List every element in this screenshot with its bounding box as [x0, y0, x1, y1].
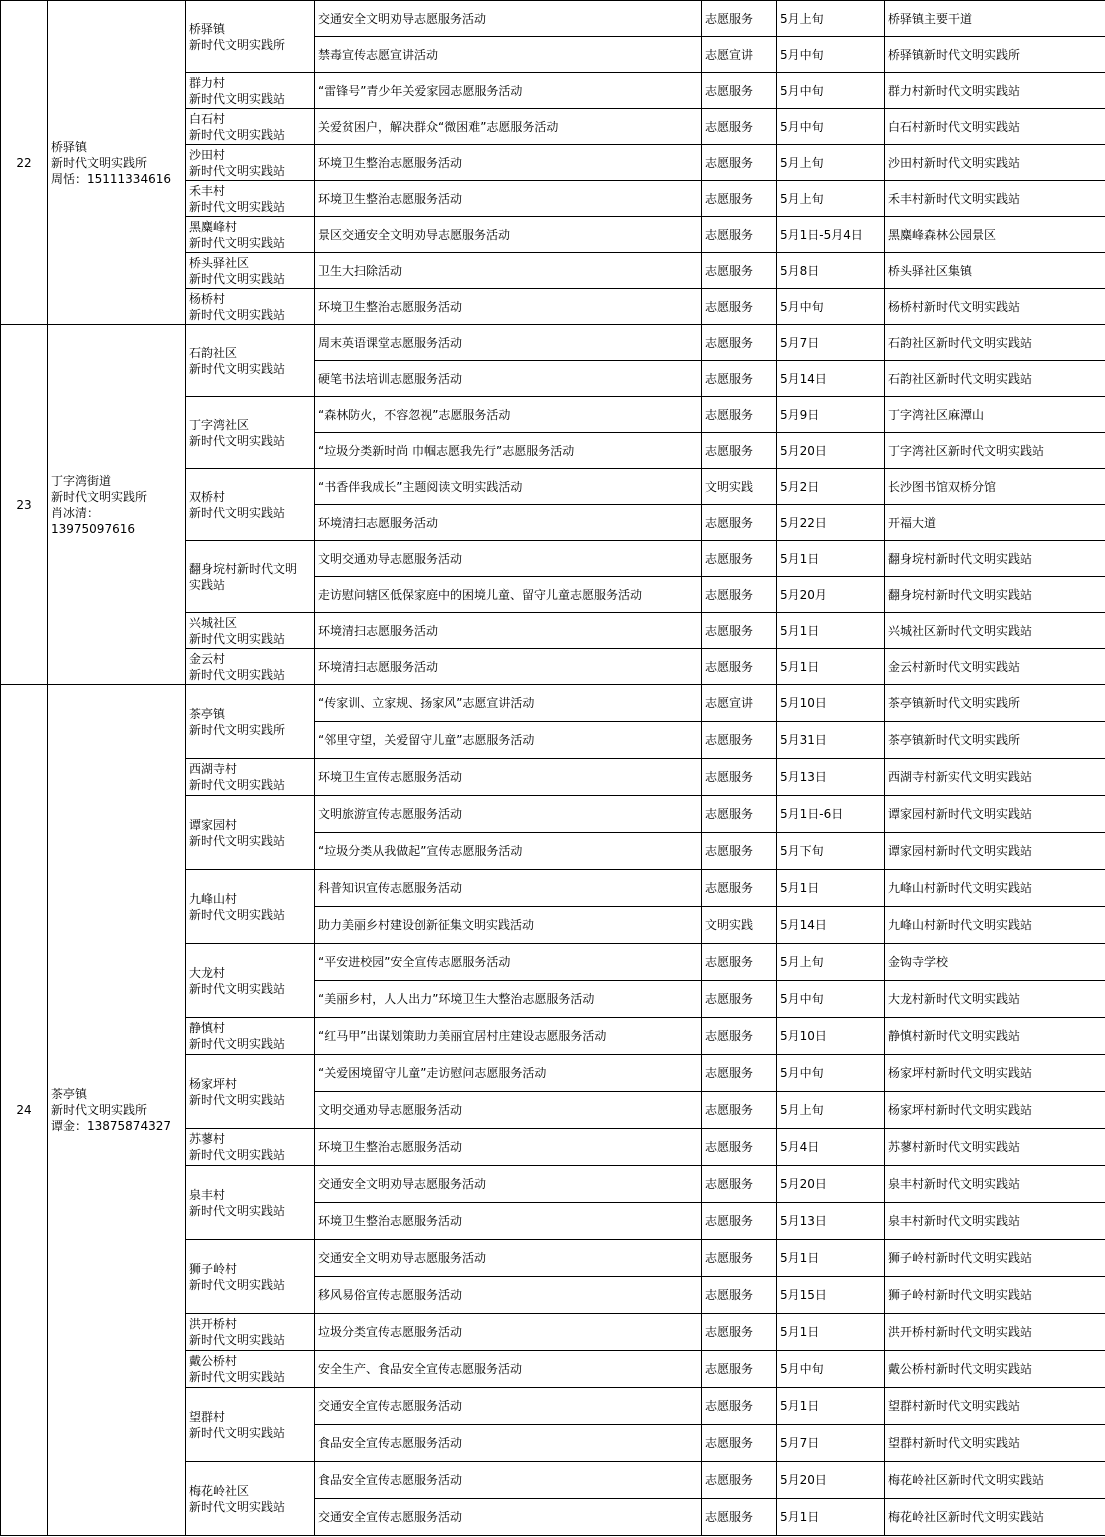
organizer-cell [48, 1, 186, 325]
activity-place-cell: 洪开桥村新时代文明实践站 [885, 1314, 1105, 1351]
practice-site-line: 泉丰村 [189, 1187, 226, 1202]
activity-type-cell: 志愿服务 [702, 325, 777, 361]
activity-name-cell: 交通安全文明劝导志愿服务活动 [315, 1, 702, 37]
practice-site-line: 新时代文明实践站 [189, 1092, 286, 1107]
activity-name-cell: 垃圾分类宣传志愿服务活动 [315, 1314, 702, 1351]
activity-time-cell: 5月31日 [777, 722, 885, 759]
practice-site-line: 新时代文明实践站 [189, 163, 286, 178]
activity-name-cell: 文明旅游宣传志愿服务活动 [315, 796, 702, 833]
activity-name-cell: “书香伴我成长”主题阅读文明实践活动 [315, 469, 702, 505]
practice-site-cell [186, 613, 315, 649]
group-number: 24 [1, 685, 48, 1536]
activity-name-cell: 环境卫生整治志愿服务活动 [315, 181, 702, 217]
activity-place-cell: 金钩寺学校 [885, 944, 1105, 981]
activity-name-cell: “美丽乡村，人人出力”环境卫生大整治志愿服务活动 [315, 981, 702, 1018]
practice-site-line: 黑麋峰村 [189, 219, 238, 234]
activity-name-cell: 环境清扫志愿服务活动 [315, 613, 702, 649]
activity-type-cell: 志愿服务 [702, 1388, 777, 1425]
organizer-line: 谭金：13875874327 [51, 1119, 171, 1133]
activity-time-cell: 5月1日 [777, 1314, 885, 1351]
activity-name-cell: 交通安全宣传志愿服务活动 [315, 1388, 702, 1425]
activity-time-cell: 5月10日 [777, 685, 885, 722]
activity-type-cell: 志愿服务 [702, 1240, 777, 1277]
activity-place-cell: 沙田村新时代文明实践站 [885, 145, 1105, 181]
table-row [1, 685, 1105, 722]
practice-site-cell [186, 73, 315, 109]
activity-place-cell: 翻身垸村新时代文明实践站 [885, 577, 1105, 613]
activity-name-cell: 安全生产、食品安全宣传志愿服务活动 [315, 1351, 702, 1388]
activity-name-cell: “红马甲”出谋划策助力美丽宜居村庄建设志愿服务活动 [315, 1018, 702, 1055]
activity-type-cell: 志愿服务 [702, 870, 777, 907]
practice-site-line: 茶亭镇 [189, 706, 226, 721]
organizer-line: 新时代文明实践所 [51, 1103, 148, 1117]
practice-site-line: 双桥村 [189, 489, 226, 504]
activity-type-cell: 志愿服务 [702, 577, 777, 613]
practice-site-line: 新时代文明实践站 [189, 271, 286, 286]
activity-type-cell: 志愿服务 [702, 1166, 777, 1203]
practice-site-line: 新时代文明实践站 [189, 833, 286, 848]
activity-name-cell: 科普知识宣传志愿服务活动 [315, 870, 702, 907]
activity-type-cell: 志愿服务 [702, 397, 777, 433]
activity-time-cell: 5月1日-5月4日 [777, 217, 885, 253]
practice-site-line: 洪开桥村 [189, 1317, 238, 1331]
activity-type-cell: 志愿服务 [702, 1499, 777, 1536]
practice-site-cell [186, 759, 315, 796]
activity-type-cell: 志愿服务 [702, 541, 777, 577]
practice-site-line: 梅花岭社区 [189, 1483, 250, 1498]
practice-site-line: 新时代文明实践站 [189, 1425, 286, 1440]
activity-place-cell: 静慎村新时代文明实践站 [885, 1018, 1105, 1055]
organizer-line: 丁字湾街道 [51, 473, 112, 488]
practice-site-line: 新时代文明实践站 [189, 307, 286, 322]
activity-place-cell: 丁字湾社区新时代文明实践站 [885, 433, 1105, 469]
activity-type-cell: 文明实践 [702, 907, 777, 944]
activity-time-cell: 5月20日 [777, 1462, 885, 1499]
activity-name-cell: 禁毒宣传志愿宣讲活动 [315, 37, 702, 73]
activity-name-cell: 走访慰问辖区低保家庭中的困境儿童、留守儿童志愿服务活动 [315, 577, 702, 613]
activity-place-cell: 茶亭镇新时代文明实践所 [885, 685, 1105, 722]
activity-type-cell: 志愿服务 [702, 722, 777, 759]
activity-time-cell: 5月7日 [777, 1425, 885, 1462]
activity-type-cell: 志愿服务 [702, 289, 777, 325]
activity-place-cell: 谭家园村新时代文明实践站 [885, 796, 1105, 833]
practice-site-cell [186, 253, 315, 289]
activity-place-cell: 狮子岭村新时代文明实践站 [885, 1240, 1105, 1277]
activity-time-cell: 5月上旬 [777, 145, 885, 181]
activity-place-cell: 泉丰村新时代文明实践站 [885, 1166, 1105, 1203]
activity-time-cell: 5月上旬 [777, 181, 885, 217]
activity-type-cell: 志愿宣讲 [702, 37, 777, 73]
practice-site-line: 新时代文明实践站 [189, 361, 286, 376]
practice-site-cell [186, 145, 315, 181]
practice-site-line: 杨家坪村 [189, 1076, 238, 1091]
practice-site-line: 沙田村 [189, 147, 226, 162]
activity-place-cell: 禾丰村新时代文明实践站 [885, 181, 1105, 217]
activity-time-cell: 5月中旬 [777, 981, 885, 1018]
practice-site-line: 新时代文明实践站 [189, 505, 286, 520]
activity-time-cell: 5月中旬 [777, 37, 885, 73]
activity-time-cell: 5月上旬 [777, 944, 885, 981]
activity-type-cell: 志愿服务 [702, 1092, 777, 1129]
activity-name-cell: 食品安全宣传志愿服务活动 [315, 1425, 702, 1462]
activity-type-cell: 志愿宣讲 [702, 685, 777, 722]
table-body [1, 1, 1105, 1536]
practice-site-cell [186, 796, 315, 870]
practice-site-line: 新时代文明实践站 [189, 778, 286, 792]
activity-name-cell: 食品安全宣传志愿服务活动 [315, 1462, 702, 1499]
activity-name-cell: 关爱贫困户，解决群众“微困难”志愿服务活动 [315, 109, 702, 145]
activity-name-cell: 交通安全文明劝导志愿服务活动 [315, 1240, 702, 1277]
activity-time-cell: 5月10日 [777, 1018, 885, 1055]
activity-time-cell: 5月中旬 [777, 73, 885, 109]
activity-place-cell: 大龙村新时代文明实践站 [885, 981, 1105, 1018]
practice-site-cell [186, 1129, 315, 1166]
practice-site-line: 桥头驿社区 [189, 255, 250, 270]
activity-name-cell: 环境卫生宣传志愿服务活动 [315, 759, 702, 796]
activity-type-cell: 志愿服务 [702, 981, 777, 1018]
practice-site-cell [186, 1240, 315, 1314]
activity-name-cell: “雷锋号”青少年关爱家园志愿服务活动 [315, 73, 702, 109]
practice-site-line: 新时代文明实践所 [189, 722, 286, 737]
practice-site-line: 兴城社区 [189, 615, 238, 630]
activity-place-cell: 群力村新时代文明实践站 [885, 73, 1105, 109]
activity-time-cell: 5月20月 [777, 577, 885, 613]
activity-place-cell: 望群村新时代文明实践站 [885, 1388, 1105, 1425]
organizer-line: 新时代文明实践所 [51, 489, 148, 504]
activity-type-cell: 志愿服务 [702, 1055, 777, 1092]
practice-site-line: 桥驿镇 [189, 21, 226, 36]
activity-name-cell: “关爱困境留守儿童”走访慰问志愿服务活动 [315, 1055, 702, 1092]
activity-time-cell: 5月中旬 [777, 1351, 885, 1388]
activity-place-cell: 长沙图书馆双桥分馆 [885, 469, 1105, 505]
activity-name-cell: 环境卫生整治志愿服务活动 [315, 145, 702, 181]
activity-time-cell: 5月下旬 [777, 833, 885, 870]
activity-time-cell: 5月1日 [777, 541, 885, 577]
practice-site-line: 新时代文明实践站 [189, 235, 286, 250]
practice-site-line: 新时代文明实践站 [189, 1333, 286, 1347]
group-number: 22 [1, 1, 48, 325]
activity-type-cell: 志愿服务 [702, 1462, 777, 1499]
activity-time-cell: 5月22日 [777, 505, 885, 541]
activity-name-cell: 景区交通安全文明劝导志愿服务活动 [315, 217, 702, 253]
organizer-line: 周恬：15111334616 [51, 171, 171, 186]
activity-time-cell: 5月1日 [777, 1388, 885, 1425]
activity-place-cell: 桥头驿社区集镇 [885, 253, 1105, 289]
activity-place-cell: 杨家坪村新时代文明实践站 [885, 1092, 1105, 1129]
activity-name-cell: 周末英语课堂志愿服务活动 [315, 325, 702, 361]
practice-site-line: 大龙村 [189, 965, 226, 980]
activity-type-cell: 志愿服务 [702, 1277, 777, 1314]
organizer-line: 桥驿镇 [51, 139, 88, 154]
activity-place-cell: 丁字湾社区麻潭山 [885, 397, 1105, 433]
organizer-cell [48, 685, 186, 1536]
practice-site-cell [186, 181, 315, 217]
activity-type-cell: 志愿服务 [702, 944, 777, 981]
activity-place-cell: 开福大道 [885, 505, 1105, 541]
practice-site-cell [186, 541, 315, 613]
practice-site-cell [186, 1314, 315, 1351]
activity-place-cell: 石韵社区新时代文明实践站 [885, 325, 1105, 361]
activity-type-cell: 志愿服务 [702, 833, 777, 870]
practice-site-line: 新时代文明实践站 [189, 1037, 286, 1051]
practice-site-cell [186, 289, 315, 325]
activity-place-cell: 戴公桥村新时代文明实践站 [885, 1351, 1105, 1388]
activity-place-cell: 黑麋峰森林公园景区 [885, 217, 1105, 253]
activity-time-cell: 5月14日 [777, 361, 885, 397]
organizer-line: 茶亭镇 [51, 1087, 88, 1101]
activity-name-cell: 卫生大扫除活动 [315, 253, 702, 289]
practice-site-line: 静慎村 [189, 1021, 226, 1035]
practice-site-line: 杨桥村 [189, 291, 226, 306]
activity-type-cell: 志愿服务 [702, 253, 777, 289]
activity-time-cell: 5月中旬 [777, 1055, 885, 1092]
practice-site-cell [186, 649, 315, 685]
activity-name-cell: “平安进校园”安全宣传志愿服务活动 [315, 944, 702, 981]
activity-type-cell: 志愿服务 [702, 796, 777, 833]
practice-site-line: 实践站 [189, 577, 226, 592]
practice-site-line: 石韵社区 [189, 345, 238, 360]
practice-site-line: 禾丰村 [189, 183, 226, 198]
activity-place-cell: 白石村新时代文明实践站 [885, 109, 1105, 145]
activity-time-cell: 5月1日 [777, 1240, 885, 1277]
activity-type-cell: 志愿服务 [702, 649, 777, 685]
activity-type-cell: 志愿服务 [702, 181, 777, 217]
organizer-line: 肖冰清：13975097616 [51, 505, 135, 536]
activity-place-cell: 翻身垸村新时代文明实践站 [885, 541, 1105, 577]
activity-time-cell: 5月13日 [777, 1203, 885, 1240]
activity-place-cell: 杨桥村新时代文明实践站 [885, 289, 1105, 325]
activity-place-cell: 梅花岭社区新时代文明实践站 [885, 1462, 1105, 1499]
activity-time-cell: 5月上旬 [777, 1, 885, 37]
practice-site-line: 新时代文明实践站 [189, 199, 286, 214]
activity-type-cell: 志愿服务 [702, 759, 777, 796]
activity-name-cell: 硬笔书法培训志愿服务活动 [315, 361, 702, 397]
activity-time-cell: 5月上旬 [777, 1092, 885, 1129]
activity-name-cell: “森林防火，不容忽视”志愿服务活动 [315, 397, 702, 433]
practice-site-cell [186, 870, 315, 944]
group-number: 23 [1, 325, 48, 685]
practice-site-line: 新时代文明实践站 [189, 1203, 286, 1218]
practice-site-cell [186, 1166, 315, 1240]
practice-site-line: 丁字湾社区 [189, 417, 250, 432]
activity-place-cell: 泉丰村新时代文明实践站 [885, 1203, 1105, 1240]
activity-name-cell: “邻里守望，关爱留守儿童”志愿服务活动 [315, 722, 702, 759]
activity-type-cell: 志愿服务 [702, 109, 777, 145]
activity-place-cell: 杨家坪村新时代文明实践站 [885, 1055, 1105, 1092]
activity-time-cell: 5月中旬 [777, 109, 885, 145]
practice-site-line: 谭家园村 [189, 817, 238, 832]
activity-type-cell: 志愿服务 [702, 361, 777, 397]
practice-site-line: 新时代文明实践站 [189, 667, 286, 682]
practice-site-cell [186, 109, 315, 145]
practice-site-cell [186, 1351, 315, 1388]
activity-time-cell: 5月7日 [777, 325, 885, 361]
activity-place-cell: 九峰山村新时代文明实践站 [885, 870, 1105, 907]
table-row [1, 1, 1105, 37]
activity-type-cell: 志愿服务 [702, 1018, 777, 1055]
activity-name-cell: 移风易俗宣传志愿服务活动 [315, 1277, 702, 1314]
activity-type-cell: 志愿服务 [702, 505, 777, 541]
practice-site-line: 新时代文明实践站 [189, 91, 286, 106]
activity-place-cell: 梅花岭社区新时代文明实践站 [885, 1499, 1105, 1536]
activity-type-cell: 志愿服务 [702, 433, 777, 469]
practice-site-line: 狮子岭村 [189, 1261, 238, 1276]
activity-time-cell: 5月1日 [777, 870, 885, 907]
practice-site-line: 西湖寺村 [189, 762, 238, 776]
activity-place-cell: 桥驿镇新时代文明实践所 [885, 37, 1105, 73]
practice-site-cell [186, 944, 315, 1018]
activity-time-cell: 5月1日-6日 [777, 796, 885, 833]
activity-name-cell: 交通安全宣传志愿服务活动 [315, 1499, 702, 1536]
activity-time-cell: 5月2日 [777, 469, 885, 505]
practice-site-line: 戴公桥村 [189, 1354, 238, 1368]
practice-site-line: 新时代文明实践站 [189, 981, 286, 996]
practice-site-line: 望群村 [189, 1409, 226, 1424]
activity-name-cell: 环境清扫志愿服务活动 [315, 505, 702, 541]
table-row [1, 325, 1105, 361]
activity-time-cell: 5月1日 [777, 613, 885, 649]
activity-place-cell: 石韵社区新时代文明实践站 [885, 361, 1105, 397]
organizer-cell [48, 325, 186, 685]
practice-site-cell [186, 397, 315, 469]
practice-site-line: 新时代文明实践站 [189, 631, 286, 646]
organizer-line: 新时代文明实践所 [51, 155, 148, 170]
activity-time-cell: 5月9日 [777, 397, 885, 433]
activity-place-cell: 望群村新时代文明实践站 [885, 1425, 1105, 1462]
activity-type-cell: 志愿服务 [702, 1314, 777, 1351]
activity-type-cell: 志愿服务 [702, 217, 777, 253]
practice-site-line: 九峰山村 [189, 891, 238, 906]
activity-name-cell: 文明交通劝导志愿服务活动 [315, 541, 702, 577]
practice-site-line: 翻身垸村新时代文明 [189, 561, 298, 576]
practice-site-cell [186, 217, 315, 253]
activity-place-cell: 茶亭镇新时代文明实践所 [885, 722, 1105, 759]
activity-time-cell: 5月14日 [777, 907, 885, 944]
practice-site-line: 新时代文明实践站 [189, 1370, 286, 1384]
activity-time-cell: 5月1日 [777, 649, 885, 685]
activity-name-cell: 环境卫生整治志愿服务活动 [315, 1129, 702, 1166]
practice-site-line: 新时代文明实践站 [189, 433, 286, 448]
practice-site-cell [186, 1388, 315, 1462]
activity-place-cell: 金云村新时代文明实践站 [885, 649, 1105, 685]
activity-type-cell: 志愿服务 [702, 1425, 777, 1462]
practice-site-cell [186, 1055, 315, 1129]
activity-type-cell: 志愿服务 [702, 613, 777, 649]
activity-type-cell: 志愿服务 [702, 1, 777, 37]
practice-site-cell [186, 685, 315, 759]
activity-place-cell: 桥驿镇主要干道 [885, 1, 1105, 37]
activity-name-cell: “垃圾分类新时尚 巾帼志愿我先行”志愿服务活动 [315, 433, 702, 469]
activity-time-cell: 5月13日 [777, 759, 885, 796]
practice-site-line: 白石村 [189, 111, 226, 126]
practice-site-line: 新时代文明实践所 [189, 37, 286, 52]
activity-name-cell: 助力美丽乡村建设创新征集文明实践活动 [315, 907, 702, 944]
practice-site-line: 苏蓼村 [189, 1132, 226, 1146]
activity-place-cell: 西湖寺村新实代文明实践站 [885, 759, 1105, 796]
practice-site-cell [186, 325, 315, 397]
activity-type-cell: 志愿服务 [702, 145, 777, 181]
activity-time-cell: 5月1日 [777, 1499, 885, 1536]
activity-time-cell: 5月8日 [777, 253, 885, 289]
practice-site-cell [186, 469, 315, 541]
activity-type-cell: 志愿服务 [702, 1129, 777, 1166]
practice-site-line: 新时代文明实践站 [189, 907, 286, 922]
activity-name-cell: 环境卫生整治志愿服务活动 [315, 289, 702, 325]
activity-time-cell: 5月15日 [777, 1277, 885, 1314]
practice-site-cell [186, 1018, 315, 1055]
activity-name-cell: 文明交通劝导志愿服务活动 [315, 1092, 702, 1129]
activity-time-cell: 5月中旬 [777, 289, 885, 325]
activity-name-cell: “垃圾分类从我做起”宣传志愿服务活动 [315, 833, 702, 870]
activity-type-cell: 志愿服务 [702, 1203, 777, 1240]
practice-site-line: 新时代文明实践站 [189, 1499, 286, 1514]
activity-place-cell: 兴城社区新时代文明实践站 [885, 613, 1105, 649]
activity-time-cell: 5月20日 [777, 1166, 885, 1203]
practice-site-line: 新时代文明实践站 [189, 1277, 286, 1292]
activity-place-cell: 苏蓼村新时代文明实践站 [885, 1129, 1105, 1166]
activity-type-cell: 志愿服务 [702, 1351, 777, 1388]
activity-type-cell: 志愿服务 [702, 73, 777, 109]
activity-place-cell: 谭家园村新时代文明实践站 [885, 833, 1105, 870]
activity-name-cell: 环境卫生整治志愿服务活动 [315, 1203, 702, 1240]
practice-site-line: 新时代文明实践站 [189, 127, 286, 142]
activity-name-cell: 环境清扫志愿服务活动 [315, 649, 702, 685]
activity-time-cell: 5月20日 [777, 433, 885, 469]
practice-site-cell [186, 1462, 315, 1536]
practice-site-cell [186, 1, 315, 73]
practice-site-line: 金云村 [189, 651, 226, 666]
activity-name-cell: 交通安全文明劝导志愿服务活动 [315, 1166, 702, 1203]
activity-place-cell: 狮子岭村新时代文明实践站 [885, 1277, 1105, 1314]
activity-type-cell: 文明实践 [702, 469, 777, 505]
activity-time-cell: 5月4日 [777, 1129, 885, 1166]
practice-site-line: 群力村 [189, 75, 226, 90]
practice-site-line: 新时代文明实践站 [189, 1148, 286, 1162]
activity-place-cell: 九峰山村新时代文明实践站 [885, 907, 1105, 944]
activity-name-cell: “传家训、立家规、扬家风”志愿宣讲活动 [315, 685, 702, 722]
